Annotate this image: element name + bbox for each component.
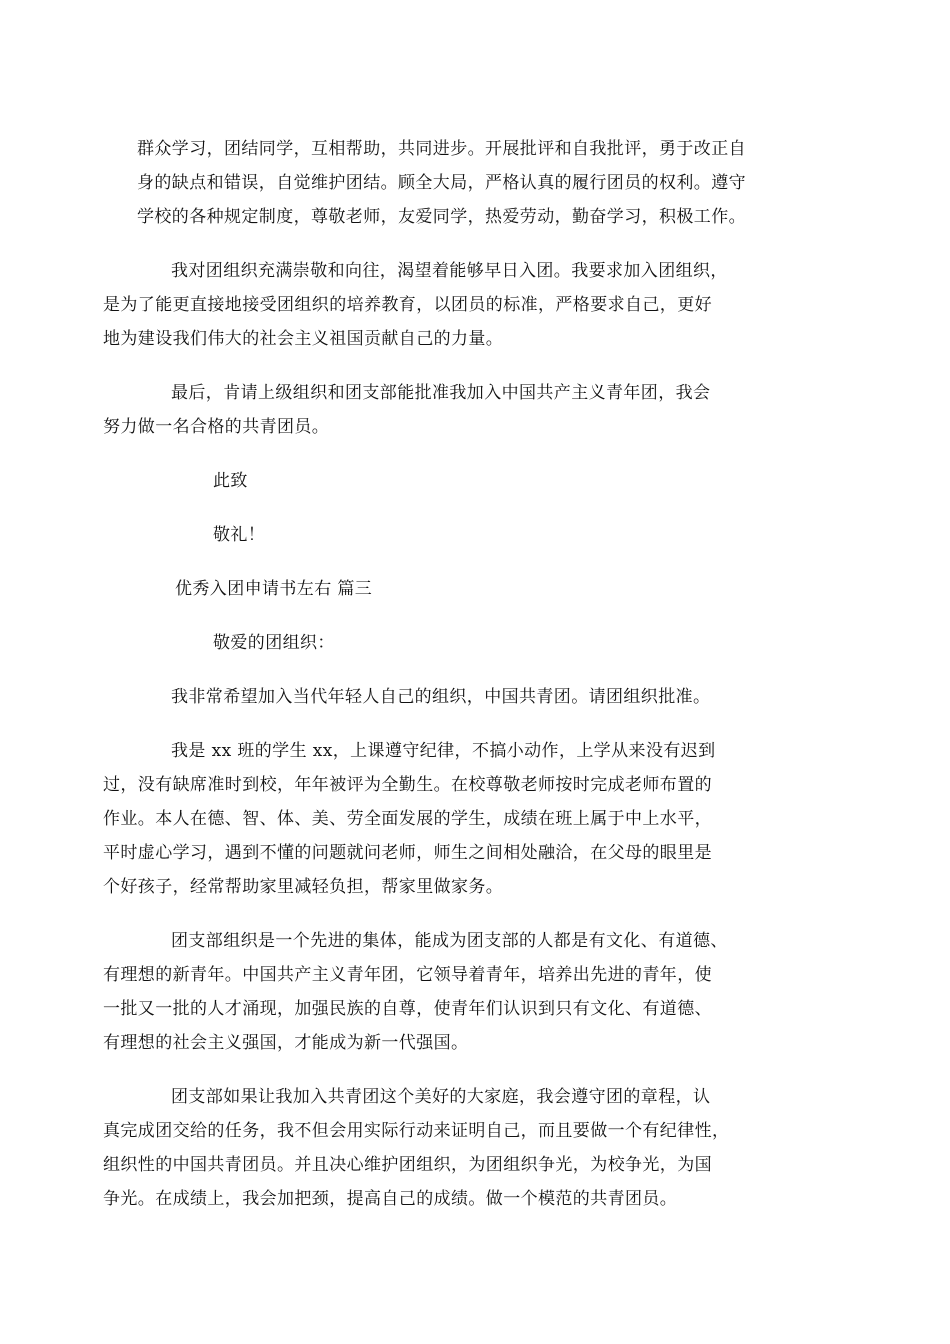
paragraph-line: 是为了能更直接地接受团组织的培养教育，以团员的标准，严格要求自己，更好 (103, 295, 712, 315)
paragraph-line: 一批又一批的人才涌现，加强民族的自尊，使青年们认识到只有文化、有道德、 (103, 999, 712, 1019)
paragraph-line: 有理想的社会主义强国，才能成为新一代强国。 (103, 1033, 469, 1053)
paragraph-line: 争光。在成绩上，我会加把颈，提高自己的成绩。做一个模范的共青团员。 (103, 1189, 678, 1209)
paragraph-line: 个好孩子，经常帮助家里减轻负担，帮家里做家务。 (103, 877, 504, 897)
paragraph-line: 我是 xx 班的学生 xx，上课遵守纪律，不搞小动作，上学从来没有迟到 (171, 741, 716, 761)
closing-line-2: 敬礼！ (213, 525, 266, 545)
paragraph-7 (103, 1080, 827, 1216)
paragraph-line: 团支部组织是一个先进的集体，能成为团支部的人都是有文化、有道德、 (171, 931, 728, 951)
document-page (103, 132, 827, 1236)
paragraph-line: 群众学习，团结同学，互相帮助，共同进步。开展批评和自我批评，勇于改正自 (137, 139, 746, 159)
paragraph-line: 组织性的中国共青团员。并且决心维护团组织，为团组织争光，为校争光，为国 (103, 1155, 712, 1175)
paragraph-line: 团支部如果让我加入共青团这个美好的大家庭，我会遵守团的章程，认 (171, 1087, 711, 1107)
paragraph-6 (103, 924, 827, 1060)
section-title: 优秀入团申请书左右 篇三 (175, 579, 373, 599)
paragraph-line: 学校的各种规定制度，尊敬老师，友爱同学，热爱劳动，勤奋学习，积极工作。 (137, 207, 746, 227)
paragraph-line: 平时虚心学习，遇到不懂的问题就问老师，师生之间相处融洽，在父母的眼里是 (103, 843, 712, 863)
salutation: 敬爱的团组织： (213, 633, 335, 653)
paragraph-3 (103, 376, 827, 444)
paragraph-2 (103, 254, 827, 356)
paragraph-5 (103, 734, 827, 904)
closing-line-1: 此致 (213, 471, 248, 491)
paragraph-line: 有理想的新青年。中国共产主义青年团，它领导着青年，培养出先进的青年，使 (103, 965, 712, 985)
paragraph-line: 过，没有缺席准时到校，年年被评为全勤生。在校尊敬老师按时完成老师布置的 (103, 775, 712, 795)
paragraph-line: 我非常希望加入当代年轻人自己的组织，中国共青团。请团组织批准。 (171, 687, 711, 707)
paragraph-line: 我对团组织充满崇敬和向往，渴望着能够早日入团。我要求加入团组织， (171, 261, 728, 281)
paragraph-line: 真完成团交给的任务，我不但会用实际行动来证明自己，而且要做一个有纪律性， (103, 1121, 730, 1141)
paragraph-line: 地为建设我们伟大的社会主义祖国贡献自己的力量。 (103, 329, 504, 349)
paragraph-line: 最后，肯请上级组织和团支部能批准我加入中国共产主义青年团，我会 (171, 383, 711, 403)
paragraph-line: 身的缺点和错误，自觉维护团结。顾全大局，严格认真的履行团员的权利。遵守 (137, 173, 746, 193)
paragraph-line: 努力做一名合格的共青团员。 (103, 417, 330, 437)
paragraph-4 (137, 680, 827, 714)
paragraph-1 (137, 132, 827, 234)
paragraph-line: 作业。本人在德、智、体、美、劳全面发展的学生，成绩在班上属于中上水平， (103, 809, 712, 829)
